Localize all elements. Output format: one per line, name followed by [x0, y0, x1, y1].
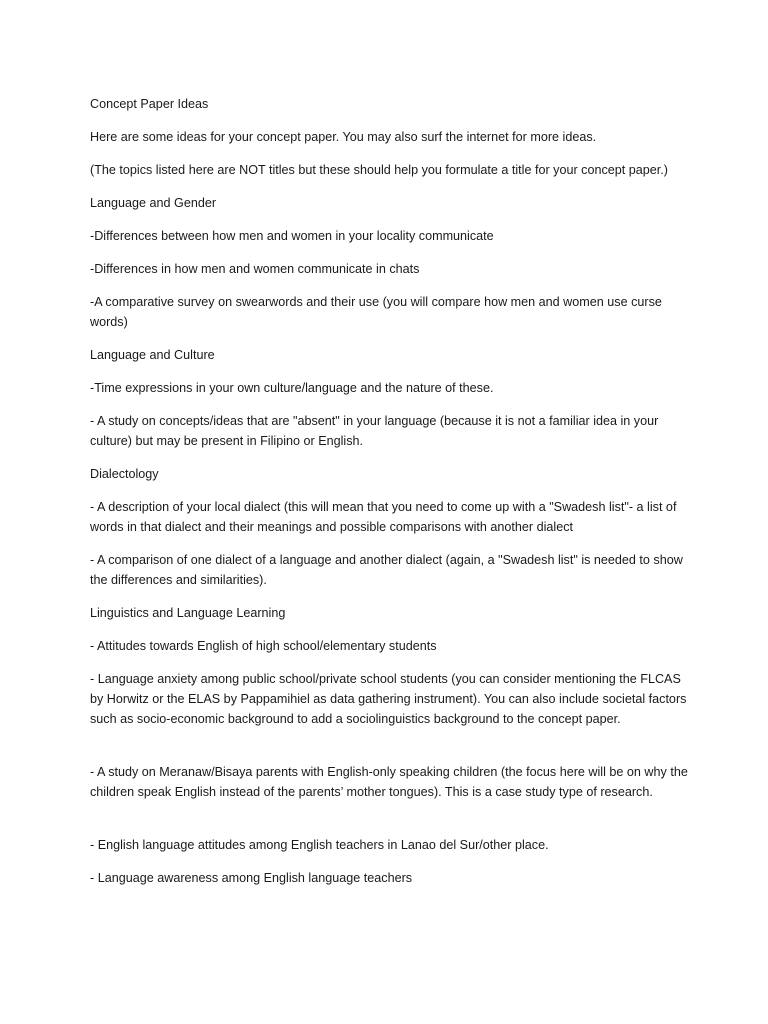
intro-paragraph: Here are some ideas for your concept paper. You may also surf the internet for more ideas.	[90, 130, 597, 144]
list-item: - A study on Meranaw/Bisaya parents with English-only speaking children (the focus here will be on why the children speak English instead of the parents’ mother tongues). This is a case study type of research.	[90, 765, 688, 799]
topics-note: (The topics listed here are NOT titles but these should help you formulate a title for your concept paper.)	[90, 163, 668, 177]
list-item: -Time expressions in your own culture/language and the nature of these.	[90, 381, 494, 395]
list-item: - Attitudes towards English of high school/elementary students	[90, 639, 437, 653]
list-item: - A description of your local dialect (this will mean that you need to come up with a "Swadesh list"- a list of words in that dialect and their meanings and possible comparisons with another dialect	[90, 500, 677, 534]
section-heading-dialectology: Dialectology	[90, 467, 159, 481]
list-item: -Differences in how men and women communicate in chats	[90, 262, 420, 276]
section-heading-linguistics-learning: Linguistics and Language Learning	[90, 606, 286, 620]
list-item: - English language attitudes among English teachers in Lanao del Sur/other place.	[90, 838, 549, 852]
list-item: - Language awareness among English language teachers	[90, 871, 413, 885]
list-item: -A comparative survey on swearwords and their use (you will compare how men and women use curse words)	[90, 295, 662, 329]
document-title: Concept Paper Ideas	[90, 97, 209, 111]
list-item: - A study on concepts/ideas that are "absent" in your language (because it is not a familiar idea in your culture) but may be present in Filipino or English.	[90, 414, 659, 448]
section-heading-language-culture: Language and Culture	[90, 348, 215, 362]
list-item: - A comparison of one dialect of a language and another dialect (again, a "Swadesh list" is needed to show the differences and similarities).	[90, 553, 683, 587]
section-heading-language-gender: Language and Gender	[90, 196, 217, 210]
list-item: - Language anxiety among public school/private school students (you can consider mentioning the FLCAS by Horwitz or the ELAS by Pappamihiel as data gathering instrument). You can also include societal factors such as socio-economic background to add a sociolinguistics background to the concept paper.	[90, 672, 687, 726]
document-body	[90, 94, 690, 901]
list-item: -Differences between how men and women in your locality communicate	[90, 229, 494, 243]
